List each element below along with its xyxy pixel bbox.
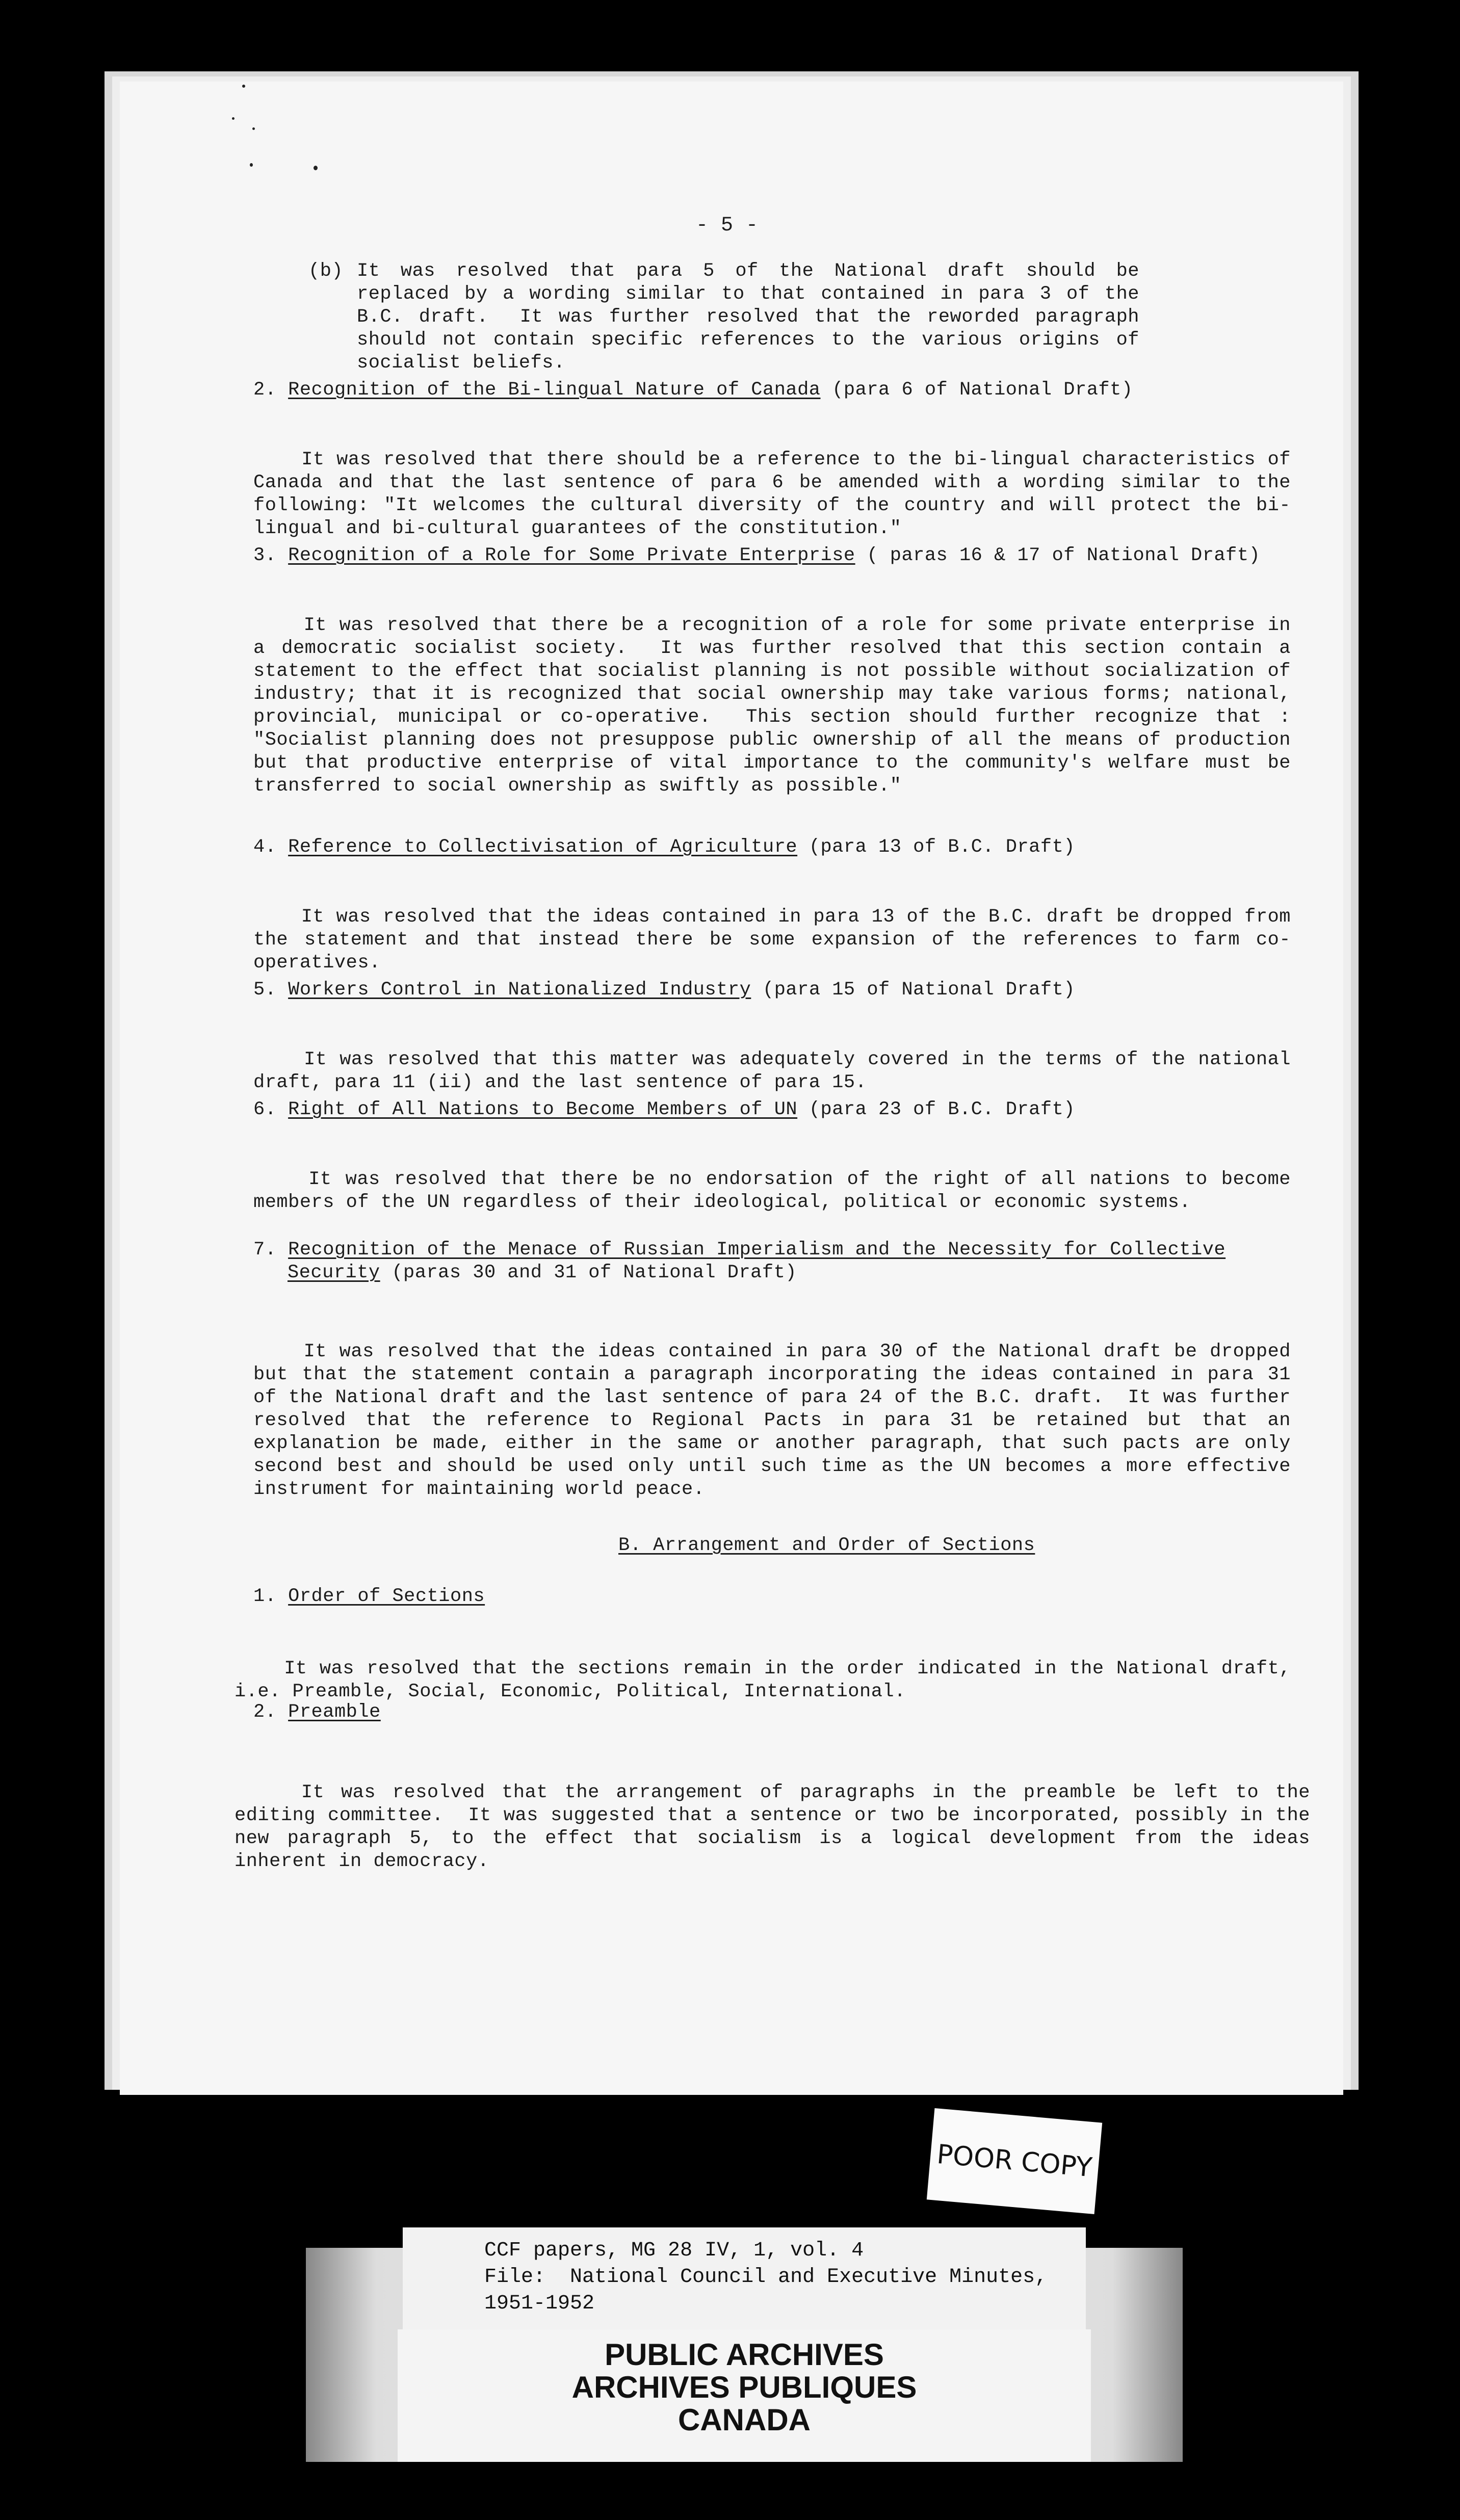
heading-ref: ( paras 16 & 17 of National Draft)	[855, 545, 1261, 566]
heading-title: Recognition of the Bi-lingual Nature of Canada	[288, 379, 821, 401]
paragraph-text: It was resolved that this matter was adequately covered in the terms of the national draft, para 11 (ii) and the last sentence of para 15.	[253, 1049, 1302, 1093]
heading-6	[253, 1098, 1075, 1121]
heading-number: 4.	[253, 836, 277, 858]
section-b-heading	[618, 1534, 1035, 1557]
heading-title: Workers Control in Nationalized Industry	[288, 979, 751, 1001]
heading-b2	[253, 1701, 381, 1724]
heading-title-line2: Security	[288, 1262, 380, 1283]
heading-title: Reference to Collectivisation of Agriculture	[288, 836, 798, 858]
heading-ref: (para 23 of B.C. Draft)	[797, 1099, 1075, 1120]
speck	[250, 163, 253, 167]
archive-reference-line: CCF papers, MG 28 IV, 1, vol. 4	[484, 2239, 864, 2262]
heading-ref: (para 13 of B.C. Draft)	[797, 836, 1075, 858]
poor-copy-stamp	[927, 2108, 1102, 2214]
paragraph-b2	[234, 1758, 1322, 1896]
section-b-title: B. Arrangement and Order of Sections	[618, 1535, 1035, 1556]
speck	[314, 166, 318, 170]
archive-reference-card	[403, 2227, 1086, 2329]
paragraph-text: It was resolved that there be no endorsation of the right of all nations to become members of the UN regardless of their ideological, political or economic systems.	[253, 1169, 1302, 1213]
paragraph-text: It was resolved that the ideas contained in para 30 of the National draft be dropped but that the statement contain a paragraph incorporating the ideas contained in para 31 of the National draft and the last sentence of para 24 of the B.C. draft. It was further resolved that the reference to Regional Pacts in para 31 be retained but that an explanation be made, either in the same or another paragraph, that such pacts are only second best and should be used only until such time as the UN becomes a more effective instrument for maintaining world peace.	[253, 1341, 1302, 1500]
page-number: - 5 -	[696, 214, 759, 237]
item-b-label: (b)	[308, 260, 344, 282]
heading-title: Right of All Nations to Become Members of UN	[288, 1099, 798, 1120]
archive-name-english: PUBLIC ARCHIVES	[605, 2338, 884, 2372]
heading-b1	[253, 1585, 485, 1608]
paragraph-text: It was resolved that there should be a reference to the bi-lingual characteristics of Canada and that the last sentence of para 6 be amended with a wording similar to the following: "It welcomes the cultural diversity of the country and will protect the bi-lingual and bi-cultural guarantees of the constitution."	[253, 449, 1302, 539]
heading-ref: (para 6 of National Draft)	[820, 379, 1133, 401]
archive-name-box	[398, 2329, 1091, 2462]
paragraph-b1	[234, 1635, 1302, 1726]
heading-number: 1.	[253, 1586, 277, 1607]
heading-3	[253, 544, 1260, 567]
heading-ref: (paras 30 and 31 of National Draft)	[380, 1262, 797, 1283]
speck	[242, 85, 245, 88]
heading-5	[253, 979, 1075, 1002]
stamp-text: POOR COPY	[935, 2139, 1093, 2184]
archive-years-line: 1951-1952	[484, 2292, 595, 2315]
heading-number: 2.	[253, 1701, 277, 1723]
heading-number: 6.	[253, 1099, 277, 1120]
paragraph-text: It was resolved that the arrangement of paragraphs in the preamble be left to the editing committee. It was suggested that a sentence or two be incorporated, possibly in the new paragraph 5, to the effect that socialism is a logical development from the ideas inherent in democracy.	[234, 1782, 1322, 1872]
heading-title: Recognition of a Role for Some Private Enterprise	[288, 545, 855, 566]
item-b-text: It was resolved that para 5 of the National draft should be replaced by a wording similar to that contained in para 3 of the B.C. draft. It was further resolved that the reworded paragraph should not contain specific references to the various origins of socialist beliefs.	[357, 260, 1151, 374]
paragraph-3	[253, 591, 1302, 821]
heading-number: 2.	[253, 379, 277, 401]
heading-title: Preamble	[288, 1701, 381, 1723]
paragraph-text: It was resolved that there be a recognition of a role for some private enterprise in a democratic socialist society. It was further resolved that this section contain a statement to the effect that socialist planning is not possible without socialization of industry; that it is recognized that social ownership may take various forms; national, provincial, municipal or co-operative. This section should further recognize that : "Socialist planning does not presuppose public ownership of all the means of production but that productive enterprise of vital importance to the community's welfare must be transferred to social ownership as swiftly as possible."	[253, 615, 1302, 797]
heading-7	[253, 1239, 1314, 1284]
heading-number: 5.	[253, 979, 277, 1001]
archive-file-line: File: National Council and Executive Minutes,	[484, 2266, 1048, 2289]
item-b	[308, 260, 1151, 375]
heading-2	[253, 379, 1133, 402]
speck	[252, 127, 255, 130]
archive-name-country: CANADA	[678, 2403, 811, 2437]
archive-name-french: ARCHIVES PUBLIQUES	[571, 2370, 917, 2404]
paragraph-text: It was resolved that the ideas contained in para 13 of the B.C. draft be dropped from the statement and that instead there be some expansion of the references to farm co-operatives.	[253, 906, 1302, 974]
document-page	[120, 82, 1343, 2095]
heading-ref: (para 15 of National Draft)	[751, 979, 1075, 1001]
heading-number: 7.	[253, 1239, 277, 1261]
speck	[232, 117, 234, 120]
paragraph-2	[253, 426, 1302, 563]
heading-title: Order of Sections	[288, 1586, 485, 1607]
heading-number: 3.	[253, 545, 277, 566]
heading-title: Recognition of the Menace of Russian Imperialism and the Necessity for Collective	[288, 1239, 1226, 1261]
paragraph-7	[253, 1318, 1302, 1524]
paragraph-6	[253, 1145, 1302, 1237]
heading-4	[253, 836, 1075, 859]
paragraph-text: It was resolved that the sections remain in the order indicated in the National draft, i.e. Preamble, Social, Economic, Political, International.	[234, 1658, 1302, 1702]
